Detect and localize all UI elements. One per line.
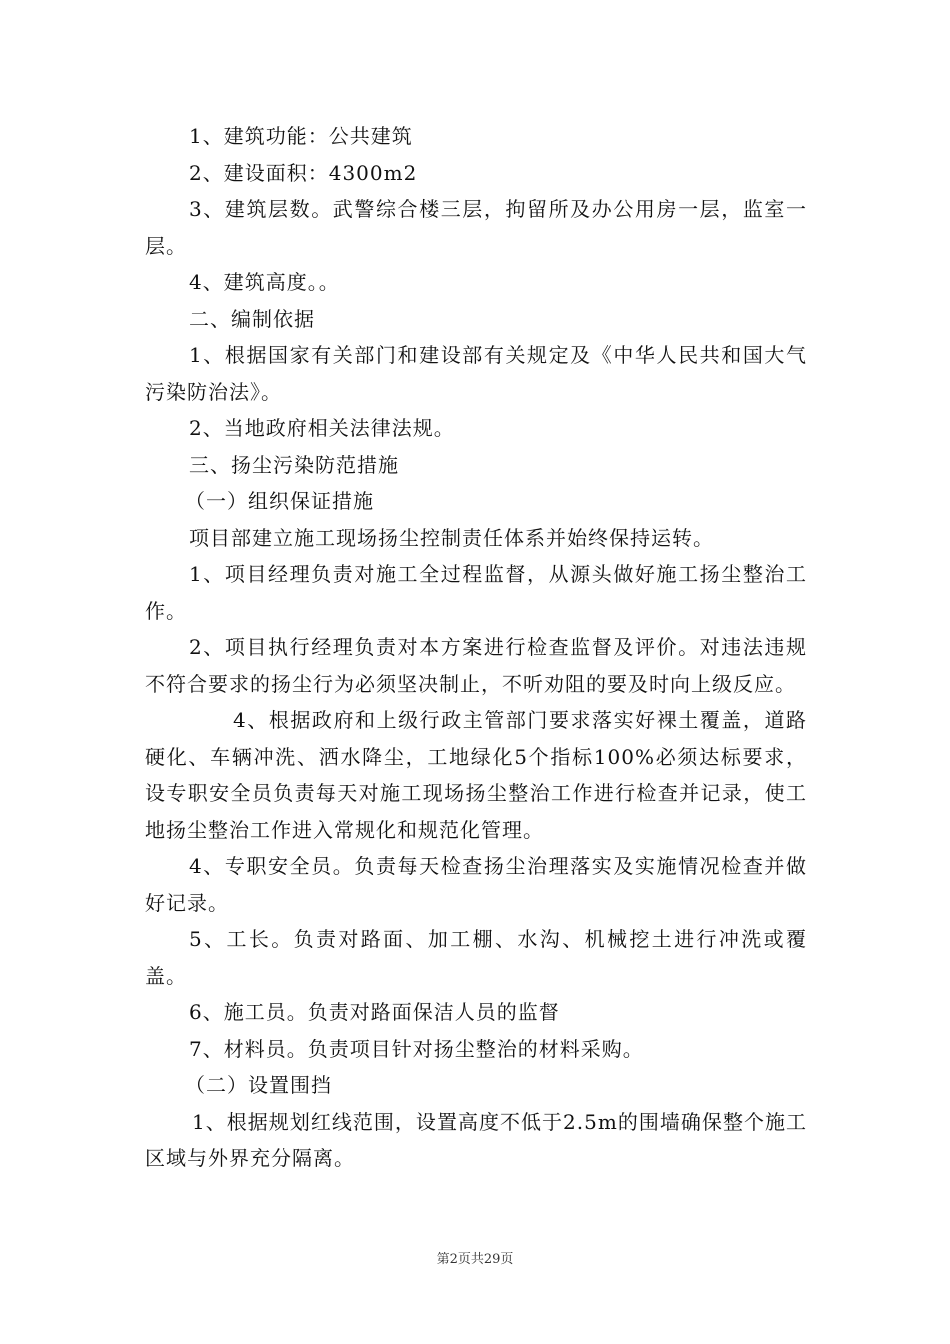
subsection-heading: （一）组织保证措施 [185,489,374,513]
paragraph: 2、项目执行经理负责对本方案进行检查监督及评价。对违法违规不符合要求的扬尘行为必须坚决制止，不听劝阻的要及时向上级反应。 [145,635,807,696]
section-heading: 二、编制依据 [189,306,315,331]
paragraph: 1、建筑功能：公共建筑 [189,124,413,148]
subsection-heading: （二）设置围挡 [185,1073,332,1097]
paragraph: 3、建筑层数。武警综合楼三层，拘留所及办公用房一层，监室一层。 [145,197,807,258]
document-body [145,118,807,1177]
paragraph: 6、施工员。负责对路面保洁人员的监督 [189,1000,560,1024]
section-heading: 三、扬尘污染防范措施 [189,452,399,477]
paragraph: 7、材料员。负责项目针对扬尘整治的材料采购。 [189,1036,644,1061]
paragraph: 1、根据国家有关部门和建设部有关规定及《中华人民共和国大气污染防治法》。 [145,343,807,404]
paragraph: 项目部建立施工现场扬尘控制责任体系并始终保持运转。 [189,525,714,550]
paragraph: 4、根据政府和上级行政主管部门要求落实好裸土覆盖，道路硬化、车辆冲洗、洒水降尘，工地绿化5个指标100%必须达标要求，设专职安全员负责每天对施工现场扬尘整治工作进行检查并记录，使工地扬尘整治工作进入常规化和规范化管理。 [145,708,807,842]
paragraph: 2、当地政府相关法律法规。 [189,416,455,440]
paragraph: 2、建设面积：4300m2 [189,160,418,185]
paragraph: 1、项目经理负责对施工全过程监督，从源头做好施工扬尘整治工作。 [145,562,807,623]
paragraph: 5、工长。负责对路面、加工棚、水沟、机械挖土进行冲洗或覆盖。 [145,927,807,988]
paragraph: 1、根据规划红线范围，设置高度不低于2.5m的围墙确保整个施工区域与外界充分隔离。 [145,1109,807,1170]
paragraph: 4、建筑高度。。 [189,270,340,294]
paragraph: 4、专职安全员。负责每天检查扬尘治理落实及实施情况检查并做好记录。 [145,854,807,915]
page-number: 第2页共29页 [436,1252,514,1267]
